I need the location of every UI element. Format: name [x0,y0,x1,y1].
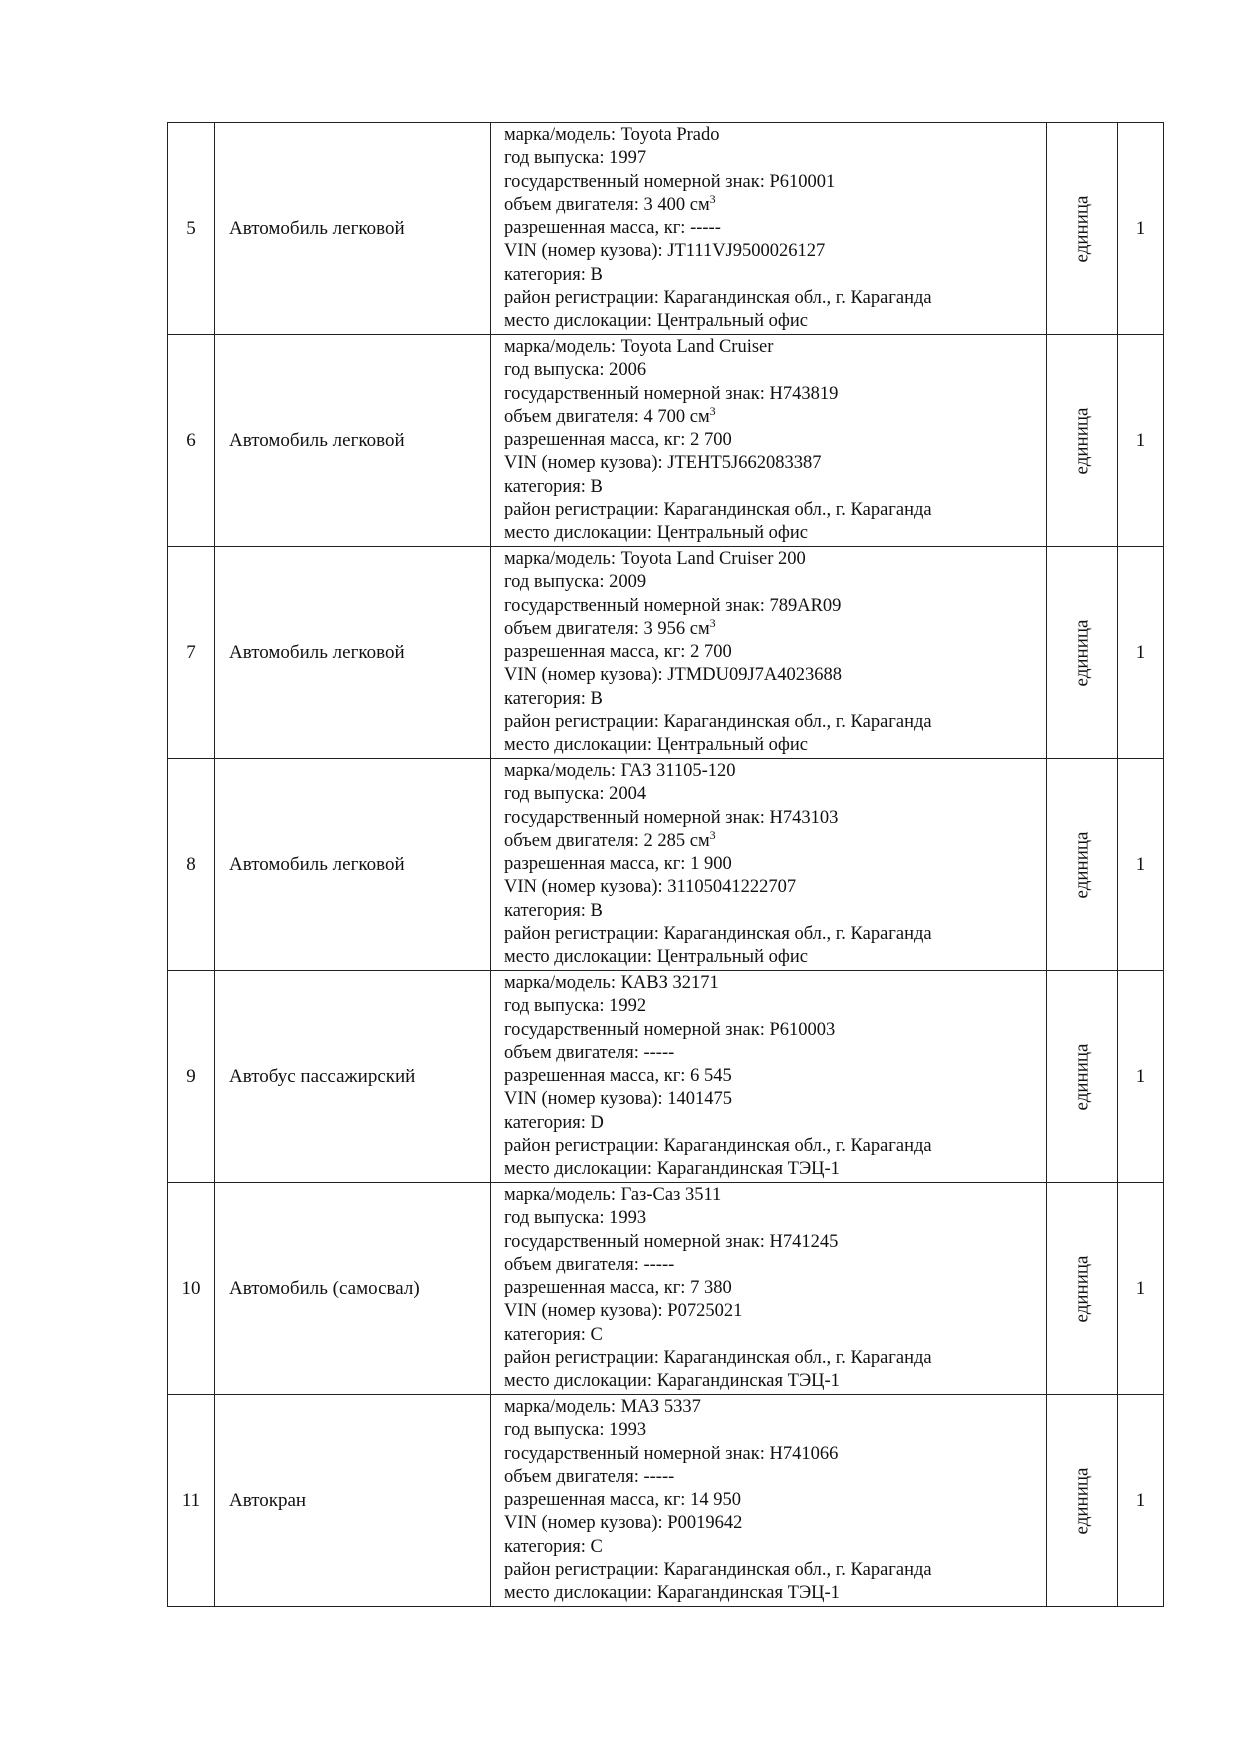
description-line-text: объем двигателя: 3 400 см [504,194,710,215]
unit-cell [1047,971,1118,1183]
description-line-text: государственный номерной знак: H741066 [504,1443,839,1464]
quantity: 1 [1118,547,1164,759]
description-line [504,429,1046,452]
description-line [504,548,1046,571]
description-line [504,191,1046,217]
superscript-exponent: 3 [709,191,716,206]
asset-description [491,759,1047,971]
description-line-text: место дислокации: Центральный офис [504,523,808,544]
asset-name: Автомобиль легковой [215,547,491,759]
superscript-exponent: 3 [709,827,716,842]
description-line [504,1277,1046,1300]
description-line-text: место дислокации: Карагандинская ТЭЦ-1 [504,1159,840,1180]
description-line [504,1466,1046,1489]
description-line-text: VIN (номер кузова): JTEHT5J662083387 [504,453,822,474]
description-line [504,946,1046,969]
quantity: 1 [1118,759,1164,971]
description-line [504,664,1046,687]
unit-label: единица [1071,1043,1092,1110]
description-line [504,827,1046,853]
description-line-text: категория: B [504,264,603,285]
description-line [504,1443,1046,1466]
description-line-text: район регистрации: Карагандинская обл., г. Караганда [504,1136,932,1157]
description-line-text: категория: D [504,1112,604,1133]
description-line-text: государственный номерной знак: H743103 [504,807,839,828]
description-line [504,1065,1046,1088]
unit-cell [1047,1183,1118,1395]
asset-description [491,1183,1047,1395]
description-line [504,1347,1046,1370]
description-line-text: район регистрации: Карагандинская обл., г. Караганда [504,1560,932,1581]
description-line-text: объем двигателя: ----- [504,1254,675,1275]
description-line [504,171,1046,194]
description-line-text: марка/модель: Toyota Land Cruiser [504,337,774,357]
description-line-text: объем двигателя: 4 700 см [504,406,710,427]
description-line [504,1231,1046,1254]
unit-cell [1047,1395,1118,1607]
description-line-text: VIN (номер кузова): JT111VJ9500026127 [504,241,826,262]
description-line [504,1300,1046,1323]
description-line [504,688,1046,711]
row-number: 5 [168,123,215,335]
description-line [504,147,1046,170]
quantity: 1 [1118,971,1164,1183]
unit-cell [1047,547,1118,759]
description-line [504,1184,1046,1207]
unit-label: единица [1071,1467,1092,1534]
asset-description [491,971,1047,1183]
description-line [504,1489,1046,1512]
table-row [168,1183,1164,1395]
description-line [504,383,1046,406]
description-line-text: район регистрации: Карагандинская обл., г. Караганда [504,1348,932,1369]
description-line [504,336,1046,359]
description-line [504,359,1046,382]
description-line [504,403,1046,429]
row-number: 6 [168,335,215,547]
unit-cell [1047,335,1118,547]
description-line [504,1019,1046,1042]
description-line-text: государственный номерной знак: H743819 [504,383,839,404]
vehicles-table-body [168,123,1164,1607]
description-line-text: разрешенная масса, кг: 2 700 [504,430,732,451]
asset-name: Автобус пассажирский [215,971,491,1183]
description-line [504,900,1046,923]
unit-label: единица [1071,195,1092,262]
description-line-text: разрешенная масса, кг: 6 545 [504,1066,732,1087]
description-line [504,1419,1046,1442]
description-line [504,264,1046,287]
description-line-text: место дислокации: Центральный офис [504,311,808,332]
description-line-text: объем двигателя: ----- [504,1466,675,1487]
description-line [504,853,1046,876]
description-line [504,1254,1046,1277]
description-line-text: государственный номерной знак: 789AR09 [504,595,842,616]
description-line-text: марка/модель: ГАЗ 31105-120 [504,761,736,781]
table-row [168,547,1164,759]
description-line [504,1135,1046,1158]
description-line-text: государственный номерной знак: H741245 [504,1231,839,1252]
row-number: 8 [168,759,215,971]
description-line-text: разрешенная масса, кг: 7 380 [504,1278,732,1299]
description-line-text: место дислокации: Карагандинская ТЭЦ-1 [504,1583,840,1604]
unit-label: единица [1071,831,1092,898]
description-line [504,1158,1046,1181]
description-line [504,995,1046,1018]
description-line [504,124,1046,147]
description-line [504,760,1046,783]
description-line-text: марка/модель: Газ-Саз 3511 [504,1185,722,1205]
asset-name: Автокран [215,1395,491,1607]
description-line-text: год выпуска: 2004 [504,784,647,805]
description-line-text: разрешенная масса, кг: 14 950 [504,1490,741,1511]
description-line [504,1324,1046,1347]
quantity: 1 [1118,1183,1164,1395]
unit-label: единица [1071,619,1092,686]
description-line [504,522,1046,545]
description-line-text: VIN (номер кузова): JTMDU09J7A4023688 [504,665,843,686]
description-line [504,711,1046,734]
asset-name: Автомобиль легковой [215,759,491,971]
row-number: 11 [168,1395,215,1607]
description-line [504,1512,1046,1535]
description-line [504,499,1046,522]
description-line-text: объем двигателя: ----- [504,1042,675,1063]
description-line [504,1042,1046,1065]
description-line [504,476,1046,499]
unit-label: единица [1071,1255,1092,1322]
description-line [504,807,1046,830]
description-line [504,1112,1046,1135]
description-line [504,595,1046,618]
description-line [504,1370,1046,1393]
unit-cell [1047,759,1118,971]
description-line [504,1559,1046,1582]
description-line-text: год выпуска: 1993 [504,1420,647,1441]
description-line-text: год выпуска: 1993 [504,1208,647,1229]
description-line-text: марка/модель: Toyota Prado [504,125,720,145]
description-line [504,734,1046,757]
description-line [504,1582,1046,1605]
description-line [504,571,1046,594]
description-line-text: разрешенная масса, кг: 1 900 [504,854,732,875]
table-row [168,1395,1164,1607]
description-line-text: район регистрации: Карагандинская обл., г. Караганда [504,500,932,521]
description-line-text: разрешенная масса, кг: 2 700 [504,642,732,663]
description-line-text: категория: B [504,688,603,709]
description-line-text: объем двигателя: 3 956 см [504,618,710,639]
description-line-text: категория: B [504,900,603,921]
description-line-text: год выпуска: 2006 [504,360,647,381]
description-line [504,615,1046,641]
vehicles-table [167,122,1164,1607]
description-line-text: государственный номерной знак: P610001 [504,171,836,192]
asset-description [491,123,1047,335]
description-line-text: VIN (номер кузова): P0019642 [504,1513,743,1534]
description-line-text: VIN (номер кузова): 31105041222707 [504,877,797,898]
description-line-text: район регистрации: Карагандинская обл., г. Караганда [504,924,932,945]
asset-description [491,1395,1047,1607]
description-line-text: категория: C [504,1536,603,1557]
description-line [504,1088,1046,1111]
description-line [504,452,1046,475]
description-line-text: год выпуска: 2009 [504,572,647,593]
description-line-text: марка/модель: КАВЗ 32171 [504,973,719,993]
description-line [504,240,1046,263]
quantity: 1 [1118,1395,1164,1607]
description-line-text: государственный номерной знак: P610003 [504,1019,836,1040]
description-line-text: категория: B [504,476,603,497]
description-line-text: категория: C [504,1324,603,1345]
description-line [504,972,1046,995]
description-line [504,1396,1046,1419]
superscript-exponent: 3 [709,403,716,418]
description-line-text: объем двигателя: 2 285 см [504,830,710,851]
asset-name: Автомобиль легковой [215,335,491,547]
quantity: 1 [1118,123,1164,335]
description-line-text: год выпуска: 1992 [504,996,647,1017]
description-line-text: место дислокации: Карагандинская ТЭЦ-1 [504,1371,840,1392]
description-line [504,876,1046,899]
row-number: 7 [168,547,215,759]
row-number: 9 [168,971,215,1183]
table-row [168,971,1164,1183]
asset-description [491,335,1047,547]
description-line [504,783,1046,806]
description-line-text: разрешенная масса, кг: ----- [504,218,721,239]
description-line-text: район регистрации: Карагандинская обл., г. Караганда [504,712,932,733]
unit-label: единица [1071,407,1092,474]
description-line [504,923,1046,946]
description-line-text: VIN (номер кузова): P0725021 [504,1301,743,1322]
description-line [504,1207,1046,1230]
description-line [504,287,1046,310]
description-line-text: место дислокации: Центральный офис [504,947,808,968]
quantity: 1 [1118,335,1164,547]
description-line-text: марка/модель: Toyota Land Cruiser 200 [504,549,806,569]
unit-cell [1047,123,1118,335]
description-line [504,310,1046,333]
description-line [504,217,1046,240]
table-row [168,759,1164,971]
superscript-exponent: 3 [709,615,716,630]
description-line-text: место дислокации: Центральный офис [504,735,808,756]
description-line-text: марка/модель: МАЗ 5337 [504,1397,701,1417]
description-line [504,641,1046,664]
asset-description [491,547,1047,759]
asset-name: Автомобиль (самосвал) [215,1183,491,1395]
row-number: 10 [168,1183,215,1395]
description-line [504,1536,1046,1559]
description-line-text: VIN (номер кузова): 1401475 [504,1089,733,1110]
description-line-text: год выпуска: 1997 [504,148,647,169]
table-row [168,123,1164,335]
description-line-text: район регистрации: Карагандинская обл., г. Караганда [504,288,932,309]
asset-name: Автомобиль легковой [215,123,491,335]
table-row [168,335,1164,547]
